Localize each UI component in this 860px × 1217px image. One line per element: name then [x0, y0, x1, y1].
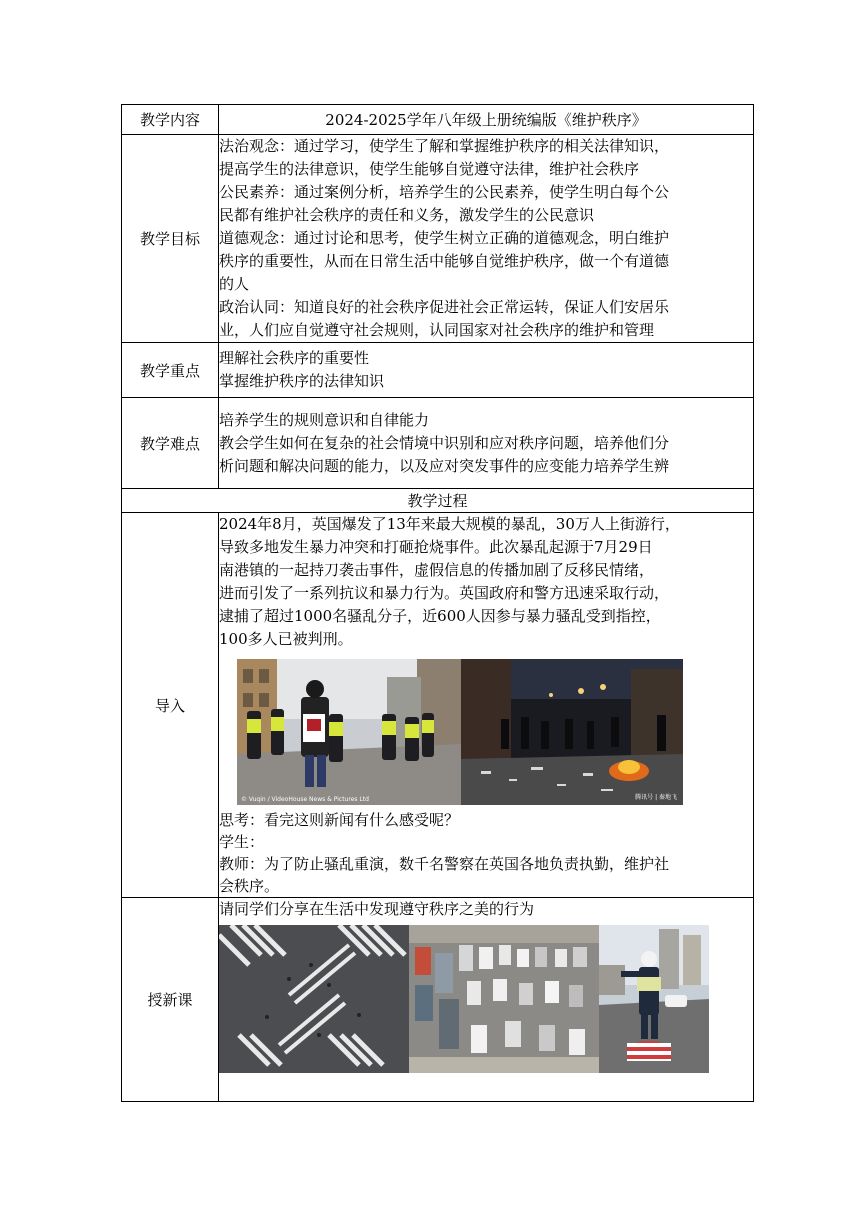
objective-line: 政治认同：知道良好的社会秩序促进社会正常运转，保证人们安居乐	[219, 298, 670, 316]
difficulties-text	[219, 398, 754, 489]
news-line: 100多人已被判刑。	[219, 630, 353, 648]
objective-line: 的人	[219, 275, 250, 293]
night-riot-photo	[461, 659, 683, 805]
news-line: 进而引发了一系列抗议和暴力行为。英国政府和警方迅速采取行动，	[219, 584, 670, 602]
objective-line: 民都有维护社会秩序的责任和义务，激发学生的公民意识	[219, 206, 595, 224]
news-line: 南港镇的一起持刀袭击事件，虚假信息的传播加剧了反移民情绪，	[219, 561, 655, 579]
difficulties-label: 教学难点	[122, 398, 219, 489]
traffic-queue-photo	[409, 925, 599, 1073]
difficulty-line: 教会学生如何在复杂的社会情境中识别和应对秩序问题，培养他们分	[219, 433, 670, 452]
objective-line: 法治观念：通过学习，使学生了解和掌握维护秩序的相关法律知识，	[219, 137, 670, 155]
objective-line: 道德观念：通过讨论和思考，使学生树立正确的道德观念，明白维护	[219, 229, 670, 247]
process-heading: 教学过程	[122, 489, 754, 513]
intro-label: 导入	[122, 513, 219, 898]
content-label: 教学内容	[122, 105, 219, 135]
objective-line: 提高学生的法律意识，使学生能够自觉遵守法律，维护社会秩序	[219, 160, 640, 178]
new-lesson-prompt: 请同学们分享在生活中发现遵守秩序之美的行为	[219, 900, 535, 918]
intro-content	[219, 513, 754, 898]
discussion-line: 思考：看完这则新闻有什么感受呢？	[219, 811, 460, 829]
objective-line: 秩序的重要性，从而在日常生活中能够自觉维护秩序，做一个有道德	[219, 252, 670, 270]
photo-credit-right: 腾讯号 | 秦地飞	[635, 794, 677, 801]
order-images	[219, 925, 753, 1073]
objectives-text	[219, 135, 754, 343]
objectives-label: 教学目标	[122, 135, 219, 343]
difficulty-line: 培养学生的规则意识和自律能力	[219, 410, 430, 429]
traffic-police-photo	[599, 925, 709, 1073]
key-points-label: 教学重点	[122, 343, 219, 398]
new-lesson-content	[219, 898, 754, 1102]
crosswalk-photo	[219, 925, 409, 1073]
discussion-line: 会秩序。	[219, 877, 280, 895]
discussion-line: 教师：为了防止骚乱重演，数千名警察在英国各地负责执勤，维护社	[219, 855, 670, 873]
objective-line: 业，人们应自觉遵守社会规则，认同国家对社会秩序的维护和管理	[219, 321, 655, 339]
discussion-line: 学生：	[219, 833, 265, 851]
photo-credit-left: © Vuqin / VideoHouse News & Pictures Ltd	[241, 796, 369, 803]
lesson-title: 2024-2025学年八年级上册统编版《维护秩序》	[219, 105, 754, 135]
objective-line: 公民素养：通过案例分析，培养学生的公民素养，使学生明白每个公	[219, 183, 670, 201]
news-line: 2024年8月，英国爆发了13年来最大规模的暴乱，30万人上街游行，	[219, 515, 680, 533]
key-point-line: 掌握维护秩序的法律知识	[219, 372, 385, 390]
news-line: 逮捕了超过1000名骚乱分子，近600人因参与暴力骚乱受到指控，	[219, 607, 661, 625]
lesson-plan-table	[121, 104, 754, 1102]
news-line: 导致多地发生暴力冲突和打砸抢烧事件。此次暴乱起源于7月29日	[219, 538, 653, 556]
key-points-text	[219, 343, 754, 398]
police-line-photo	[237, 659, 461, 805]
riot-images	[237, 659, 753, 805]
difficulty-line: 析问题和解决问题的能力，以及应对突发事件的应变能力培养学生辨	[219, 456, 670, 475]
new-lesson-label: 授新课	[122, 898, 219, 1102]
key-point-line: 理解社会秩序的重要性	[219, 349, 370, 367]
